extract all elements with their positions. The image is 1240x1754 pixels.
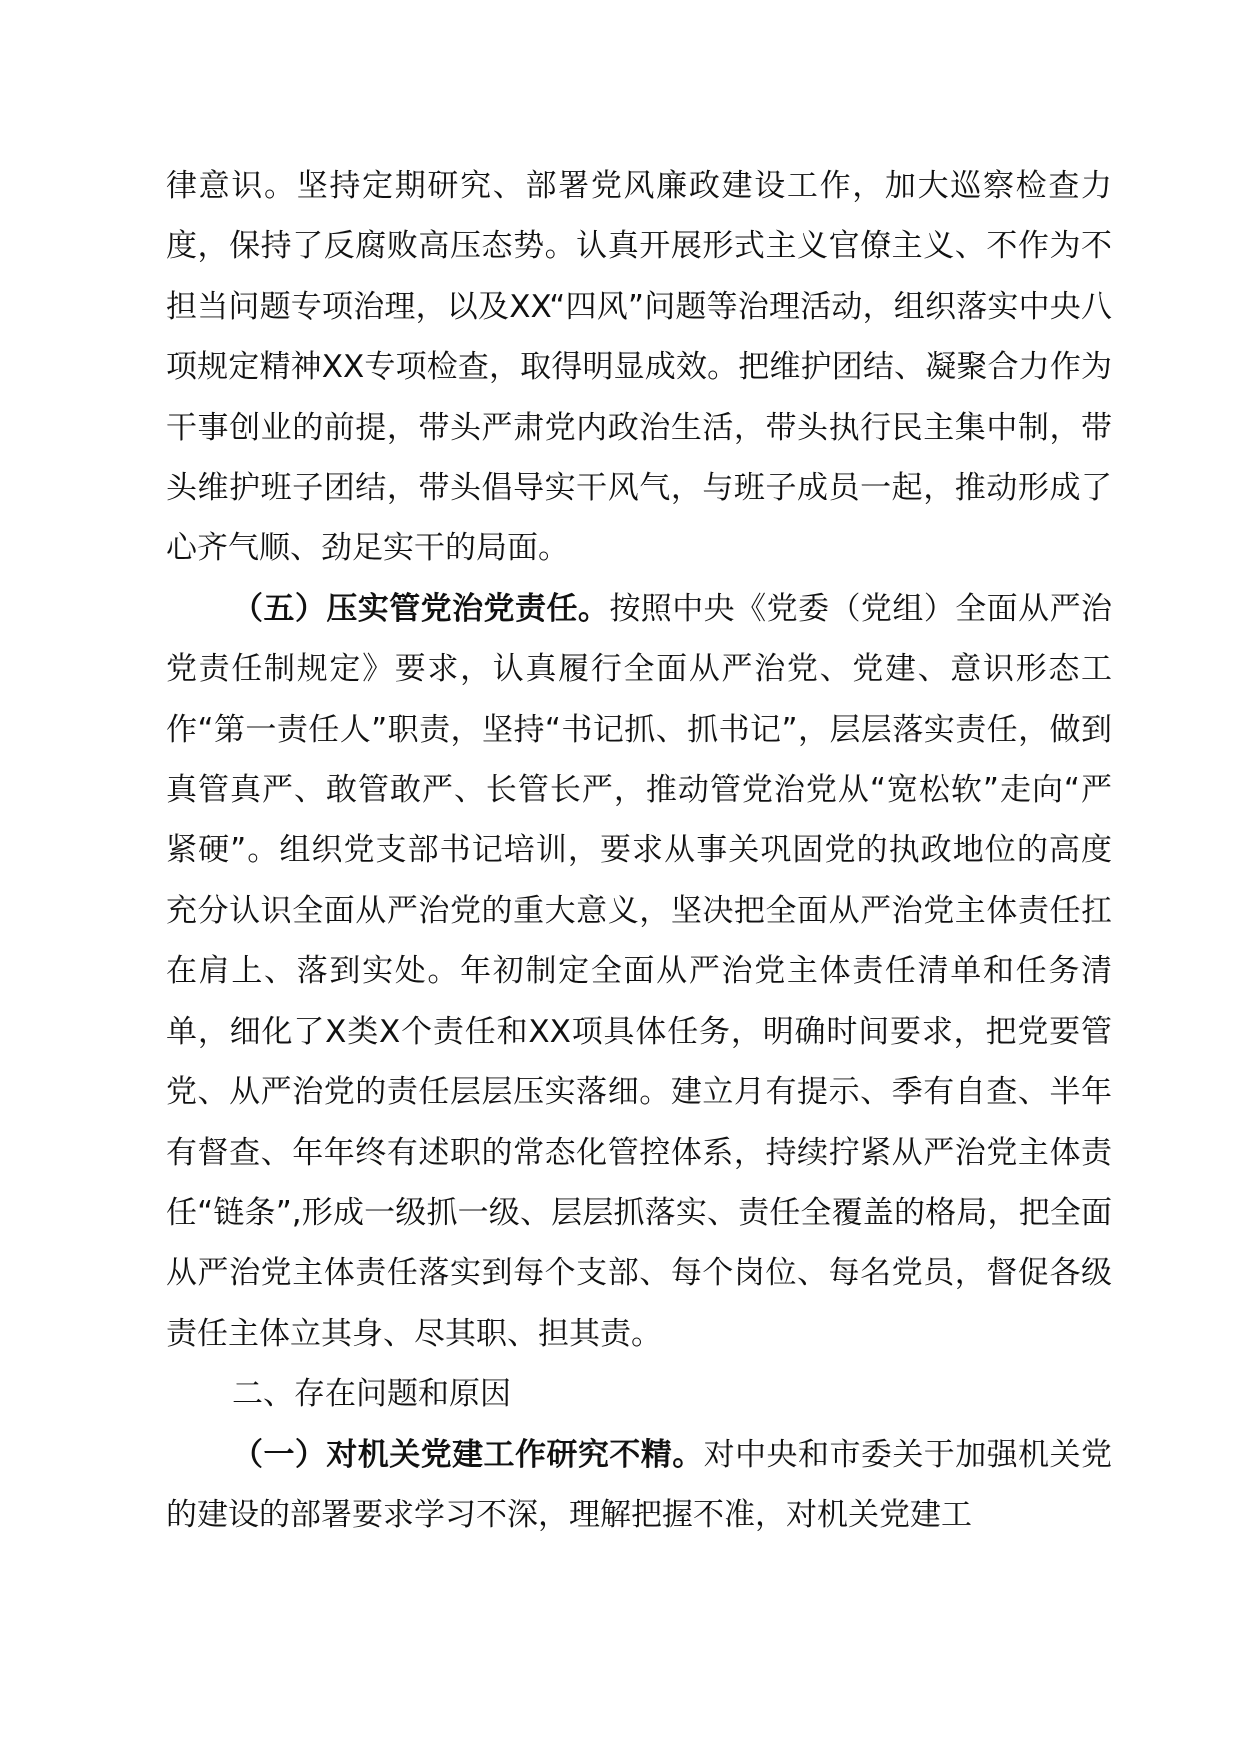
paragraph-text: 对中央和市委关于加强机关党的建设的部署要求学习不深，理解把握不准，对机关党建工 <box>166 1436 1113 1533</box>
paragraph-section-5 <box>166 579 1112 1364</box>
section-heading: （五）压实管党治党责任。 <box>232 590 610 627</box>
chapter-heading-problems <box>166 1364 1112 1424</box>
section-heading: （一）对机关党建工作研究不精。 <box>232 1436 704 1473</box>
paragraph-text: 律意识。坚持定期研究、部署党风廉政建设工作，加大巡察检查力度，保持了反腐败高压态势。认真开展形式主义官僚主义、不作为不担当问题专项治理，以及XX“四风”问题等治理活动，组织落实中央八项规定精神XX专项检查，取得明显成效。把维护团结、凝聚合力作为干事创业的前提，带头严肃党内政治生活，带头执行民主集中制，带头维护班子团结，带头倡导实干风气，与班子成员一起，推动形成了心齐气顺、劲足实干的局面。 <box>166 168 1112 567</box>
paragraph-problem-1 <box>166 1425 1112 1546</box>
paragraph-text: 按照中央《党委（党组）全面从严治党责任制规定》要求，认真履行全面从严治党、党建、意识形态工作“第一责任人”职责，坚持“书记抓、抓书记”，层层落实责任，做到真管真严、敢管敢严、长管长严，推动管党治党从“宽松软”走向“严紧硬”。组织党支部书记培训，要求从事关巩固党的执政地位的高度充分认识全面从严治党的重大意义，坚决把全面从严治党主体责任扛在肩上、落到实处。年初制定全面从严治党主体责任清单和任务清单，细化了X类X个责任和XX项具体任务，明确时间要求，把党要管党、从严治党的责任层层压实落细。建立月有提示、季有自查、半年有督查、年年终有述职的常态化管控体系，持续拧紧从严治党主体责任“链条”,形成一级抓一级、层层抓落实、责任全覆盖的格局，把全面从严治党主体责任落实到每个支部、每个岗位、每名党员，督促各级责任主体立其身、尽其职、担其责。 <box>166 590 1113 1352</box>
body-text <box>166 156 1112 1545</box>
paragraph-discipline-awareness <box>166 156 1112 579</box>
heading-text: 二、存在问题和原因 <box>232 1376 511 1413</box>
